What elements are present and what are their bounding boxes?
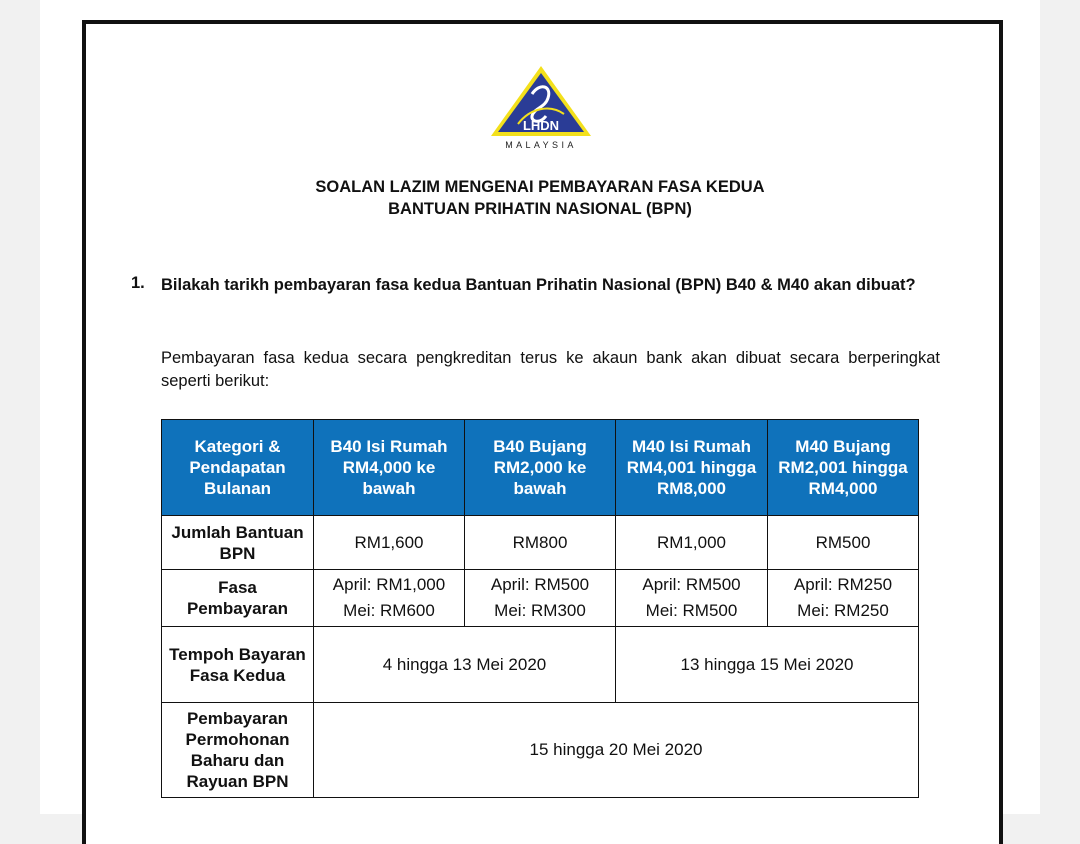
question-text: Bilakah tarikh pembayaran fasa kedua Bantuan Prihatin Nasional (BPN) B40 & M40 akan dibuat?	[161, 276, 916, 294]
logo-name: LHDN	[522, 118, 560, 133]
title-line-1: SOALAN LAZIM MENGENAI PEMBAYARAN FASA KEDUA	[315, 178, 765, 196]
row-label-jumlah: Jumlah Bantuan BPN	[162, 516, 314, 570]
jumlah-m40-household: RM1,000	[616, 516, 768, 570]
document-title	[88, 176, 992, 220]
fasa-m40-household	[616, 570, 768, 627]
question-number: 1.	[131, 274, 145, 292]
fasa-mei: Mei: RM600	[343, 601, 435, 620]
row-label-fasa: Fasa Pembayaran	[162, 570, 314, 627]
bpn-payment-table	[161, 419, 919, 798]
row-label-permohonan: Pembayaran Permohonan Baharu dan Rayuan BPN	[162, 703, 314, 798]
table-header-row	[162, 420, 919, 516]
jumlah-b40-single: RM800	[465, 516, 616, 570]
table-row	[162, 570, 919, 627]
header-b40-household: B40 Isi Rumah RM4,000 ke bawah	[314, 420, 465, 516]
fasa-april: April: RM1,000	[332, 575, 446, 594]
title-line-2: BANTUAN PRIHATIN NASIONAL (BPN)	[388, 200, 692, 218]
table-row	[162, 627, 919, 703]
fasa-april: April: RM500	[642, 575, 741, 594]
fasa-b40-single	[465, 570, 616, 627]
fasa-b40-household	[314, 570, 465, 627]
header-m40-household: M40 Isi Rumah RM4,001 hingga RM8,000	[616, 420, 768, 516]
fasa-mei: Mei: RM300	[494, 601, 586, 620]
answer-text: Pembayaran fasa kedua secara pengkreditan terus ke akaun bank akan dibuat secara berperingkat seperti berikut:	[161, 349, 940, 390]
table-row	[162, 516, 919, 570]
tempoh-m40: 13 hingga 15 Mei 2020	[616, 627, 919, 703]
jumlah-m40-single: RM500	[768, 516, 919, 570]
fasa-april: April: RM250	[793, 575, 893, 594]
tempoh-b40: 4 hingga 13 Mei 2020	[314, 627, 616, 703]
fasa-mei: Mei: RM500	[645, 601, 738, 620]
row-label-tempoh: Tempoh Bayaran Fasa Kedua	[162, 627, 314, 703]
permohonan-value: 15 hingga 20 Mei 2020	[314, 703, 919, 798]
header-b40-single: B40 Bujang RM2,000 ke bawah	[465, 420, 616, 516]
logo-country: MALAYSIA	[505, 140, 577, 150]
header-category: Kategori & Pendapatan Bulanan	[162, 420, 314, 516]
fasa-m40-single	[768, 570, 919, 627]
fasa-mei: Mei: RM250	[797, 601, 889, 620]
table-row	[162, 703, 919, 798]
lhdn-logo	[488, 64, 594, 150]
fasa-april: April: RM500	[490, 575, 590, 594]
jumlah-b40-household: RM1,600	[314, 516, 465, 570]
header-m40-single: M40 Bujang RM2,001 hingga RM4,000	[768, 420, 919, 516]
